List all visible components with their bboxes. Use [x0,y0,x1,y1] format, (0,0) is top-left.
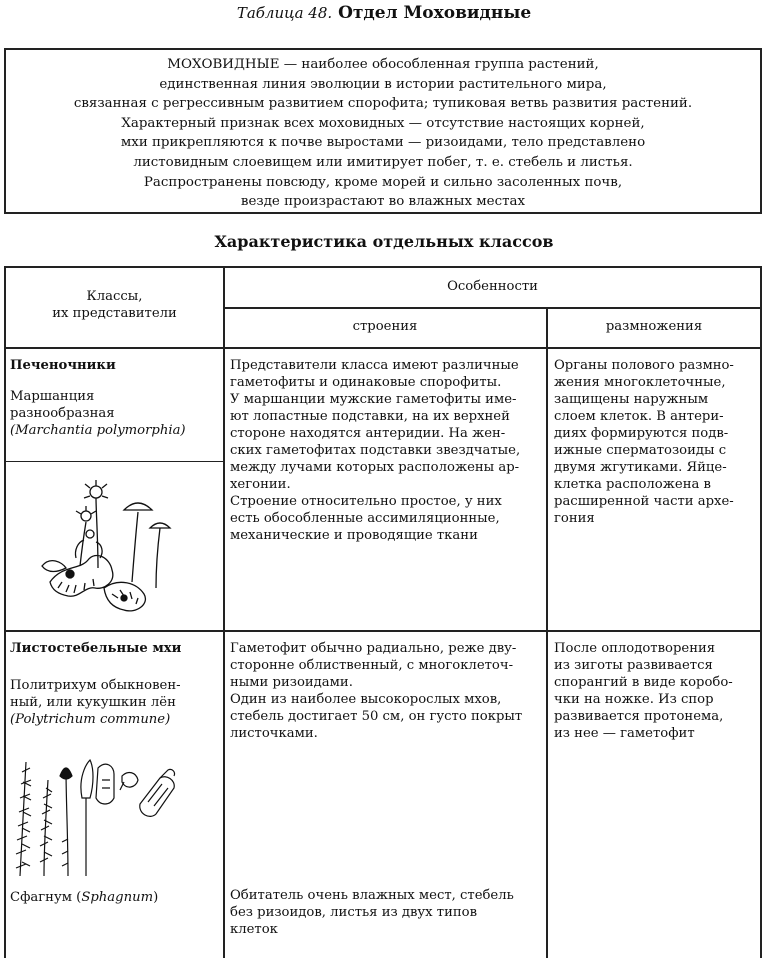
row2-structure-cell: Гаметофит обычно радиально, реже дву- сторонне облиственный, с многоклеточ- ными ризоидами. Один из наиболее высокорослых мхов, стебель достигает 50 см, он густо покрыт листочками. [230,641,523,741]
rep-line: ный, или кукушкин лён [10,695,176,710]
rep-latin: (Marchantia polymorphia) [10,423,186,438]
intro-line: мхи прикрепляются к почве выростами — ризоидами, тело представлено [120,135,646,151]
intro-line: Распространены повсюду, кроме морей и сильно засоленных почв, [143,174,623,190]
col-divider [223,266,225,958]
rep-line: Маршанция [10,389,95,404]
header-features: Особенности [447,279,538,294]
row2-class-cell [10,640,222,728]
row1-structure-cell: Представители класса имеют различные гаметофиты и одинаковые спорофиты. У маршанции мужские гаметофиты име- ют лопастные подставки, на их верхней стороне находятся антеридии. На жен- ских гаметофитах подставки звездчатые, между лучами которых расположены ар- хегонии. Строение относительно простое, у них есть обособленные ассимиляционные, механические и проводящие ткани [230,358,521,543]
rep-line: разнообразная [10,406,115,421]
page-title [0,2,768,24]
header-bottom [4,347,762,349]
class-name: Печеночники [10,358,116,373]
image-divider [4,461,224,462]
row-divider [4,630,762,632]
table-border-left [4,266,6,958]
table-border-top [4,266,762,268]
header-divider [223,307,762,309]
marchantia-illustration [40,470,190,620]
header-classes: Классы, их представители [52,289,177,321]
sphagnum-structure-cell: Обитатель очень влажных мест, стебель без ризоидов, листья из двух типов клеток [230,888,514,937]
row2-reproduction-cell: После оплодотворения из зиготы развивается спорангий в виде коробо- чки на ножке. Из спор развивается протонема, из нее — гаметофит [554,641,733,741]
title-prefix: Таблица 48. [236,4,333,22]
header-structure: строения [352,319,418,334]
intro-line: листовидным слоевищем или имитирует побег, т. е. стебель и листья. [133,154,633,170]
intro-box [4,48,762,214]
table-subtitle: Характеристика отдельных классов [214,232,554,251]
intro-line: связанная с регрессивным развитием спорофита; тупиковая ветвь развития растений. [73,96,693,112]
row1-reproduction-cell: Органы полового размно- жения многоклеточные, защищены наружным слоем клеток. В антери- диях формируются подв- ижные сперматозоиды с двумя жгутиками. Яйце- клетка расположена в расширенной части архе- гония [554,358,734,526]
title-main: Отдел Моховидные [338,3,532,23]
table-border-right [760,266,762,958]
rep-line: Политрихум обыкновен- [10,678,181,693]
col-divider [546,307,548,958]
intro-line: Характерный признак всех моховидных — отсутствие настоящих корней, [121,115,645,131]
rep-latin: (Polytrichum commune) [10,712,171,727]
row1-class-cell [10,357,222,439]
class-name: Листостебельные мхи [10,641,182,656]
polytrichum-illustration [10,758,200,878]
sphagnum-label: Сфагнум (Sphagnum) [10,890,159,905]
header-reproduction: размножения [605,319,703,334]
intro-line: МОХОВИДНЫЕ — наиболее обособленная группа растений, [167,57,599,72]
intro-line: везде произрастают во влажных местах [240,194,526,210]
intro-line: единственная линия эволюции в истории растительного мира, [159,76,607,92]
